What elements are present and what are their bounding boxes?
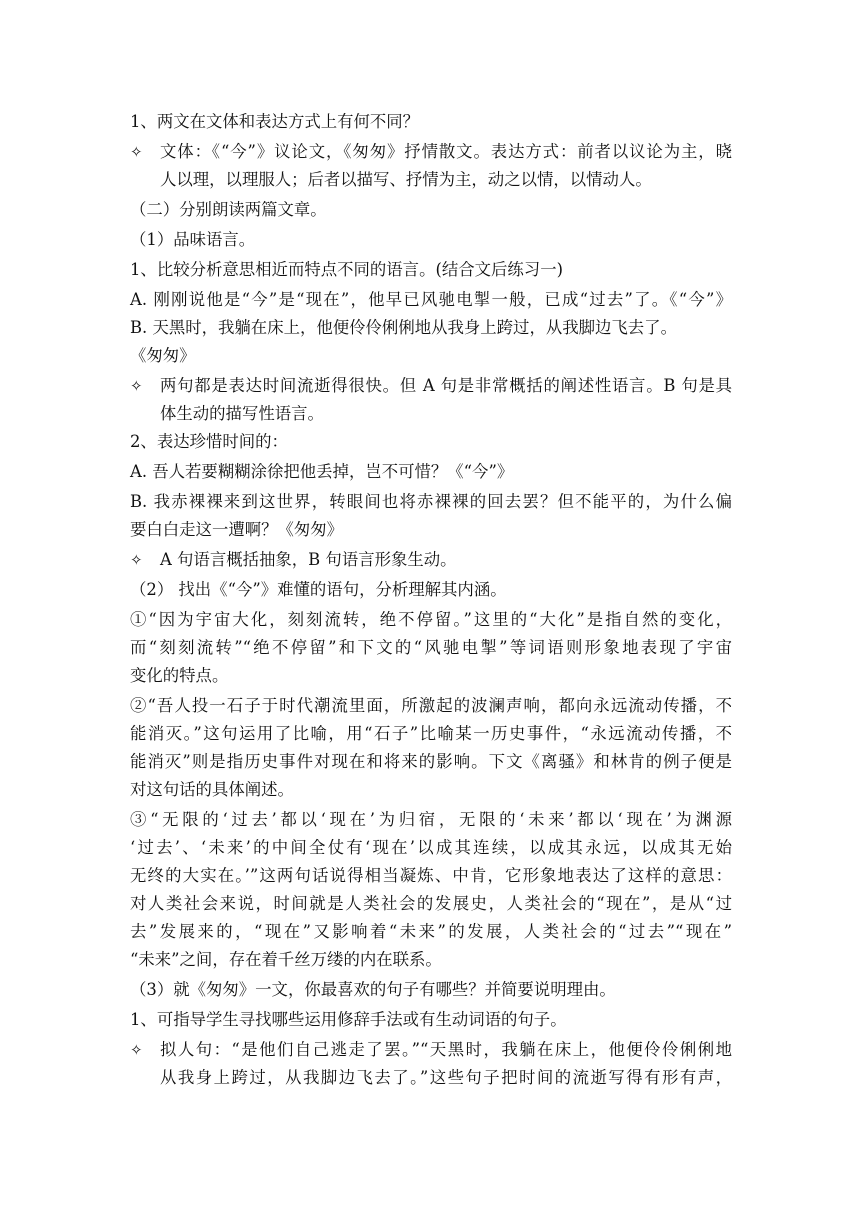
para-2-line-1: ②“吾人投一石子于时代潮流里面，所激起的波澜声响，都向永远流动传播，不 (130, 696, 732, 715)
diamond-bullet-icon: ✧ (130, 377, 143, 395)
para-2-line-3: 能消灭”则是指历史事件对现在和将来的影响。下文《离骚》和林肯的例子便是 (130, 752, 732, 771)
para-3-line-3: 无终的大实在。’”这两句话说得相当凝炼、中肯，它形象地表达了这样的意思： (130, 866, 732, 885)
answer-1-line-2: 人以理，以理服人；后者以描写、抒情为主，动之以情，以情动人。 (160, 170, 652, 189)
answer-1-line-1: 文体：《“今”》议论文，《匆匆》抒情散文。表达方式：前者以议论为主，晓 (160, 142, 732, 161)
item-2-heading: 2、表达珍惜时间的： (130, 432, 288, 451)
para-3-line-5: 去”发展来的，“现在”又影响着“未来”的发展，人类社会的“过去”“现在” (130, 922, 732, 941)
para-3-line-6: “未来”之间，存在着千丝万缕的内在联系。 (130, 950, 442, 969)
sentence-b-source: 《匆匆》 (130, 346, 196, 365)
question-1-heading: 1、两文在文体和表达方式上有何不同？ (130, 112, 420, 131)
para-3-line-2: ‘过去’、‘未来’的中间全仗有‘现在’以成其连续，以成其永远，以成其无始 (130, 838, 732, 857)
answer-2-line-1: 两句都是表达时间流逝得很快。但 A 句是非常概括的阐述性语言。B 句是具 (160, 376, 732, 395)
subsection-2-heading: （2） 找出《“今”》难懂的语句，分析理解其内涵。 (130, 580, 507, 599)
para-3-line-1: ③“无限的‘过去’都以‘现在’为归宿，无限的‘未来’都以‘现在’为渊源 (130, 810, 732, 829)
section-2-heading: （二）分别朗读两篇文章。 (130, 200, 327, 219)
sentence-a: A. 刚刚说他是“今”是“现在”，他早已风驰电掣一般，已成“过去”了。《“今”》 (130, 290, 732, 309)
para-3-line-4: 对人类社会来说，时间就是人类社会的发展史，人类社会的“现在”，是从“过 (130, 894, 732, 913)
guide-item-1: 1、可指导学生寻找哪些运用修辞手法或有生动词语的句子。 (130, 1010, 567, 1029)
answer-3: A 句语言概括抽象，B 句语言形象生动。 (160, 550, 457, 569)
sentence-b-2-line-2: 要白白走这一遭啊？《匆匆》 (130, 520, 344, 539)
subsection-1-heading: （1）品味语言。 (130, 230, 256, 249)
diamond-bullet-icon: ✧ (130, 551, 143, 569)
sentence-b-2-line-1: B. 我赤裸裸来到这世界，转眼间也将赤裸裸的回去罢？但不能平的，为什么偏 (130, 492, 732, 511)
para-1-line-2: 而“刻刻流转”“绝不停留”和下文的“风驰电掣”等词语则形象地表现了宇宙 (130, 638, 732, 657)
para-1-line-1: ①“因为宇宙大化，刻刻流转，绝不停留。”这里的“大化”是指自然的变化， (130, 610, 732, 629)
diamond-bullet-icon: ✧ (130, 1041, 143, 1059)
para-1-line-3: 变化的特点。 (130, 666, 229, 685)
answer-4-line-1: 拟人句：“是他们自己逃走了罢。”“天黑时，我躺在床上，他便伶伶俐俐地 (160, 1040, 732, 1059)
para-2-line-4: 对这句话的具体阐述。 (130, 780, 294, 799)
sentence-b: B. 天黑时，我躺在床上，他便伶伶俐俐地从我身上跨过，从我脚边飞去了。 (130, 318, 677, 337)
sentence-a-2: A. 吾人若要糊糊涂徐把他丢掉，岂不可惜？《“今”》 (130, 462, 514, 481)
subsection-3-heading: （3）就《匆匆》一文，你最喜欢的句子有哪些？并简要说明理由。 (130, 980, 616, 999)
diamond-bullet-icon: ✧ (130, 143, 143, 161)
answer-4-line-2: 从我身上跨过，从我脚边飞去了。”这些句子把时间的流逝写得有形有声， (160, 1068, 732, 1087)
item-1-heading: 1、比较分析意思相近而特点不同的语言。(结合文后练习一) (130, 260, 563, 279)
answer-2-line-2: 体生动的描写性语言。 (160, 404, 324, 423)
para-2-line-2: 能消灭。”这句运用了比喻，用“石子”比喻某一历史事件，“永远流动传播，不 (130, 724, 732, 743)
